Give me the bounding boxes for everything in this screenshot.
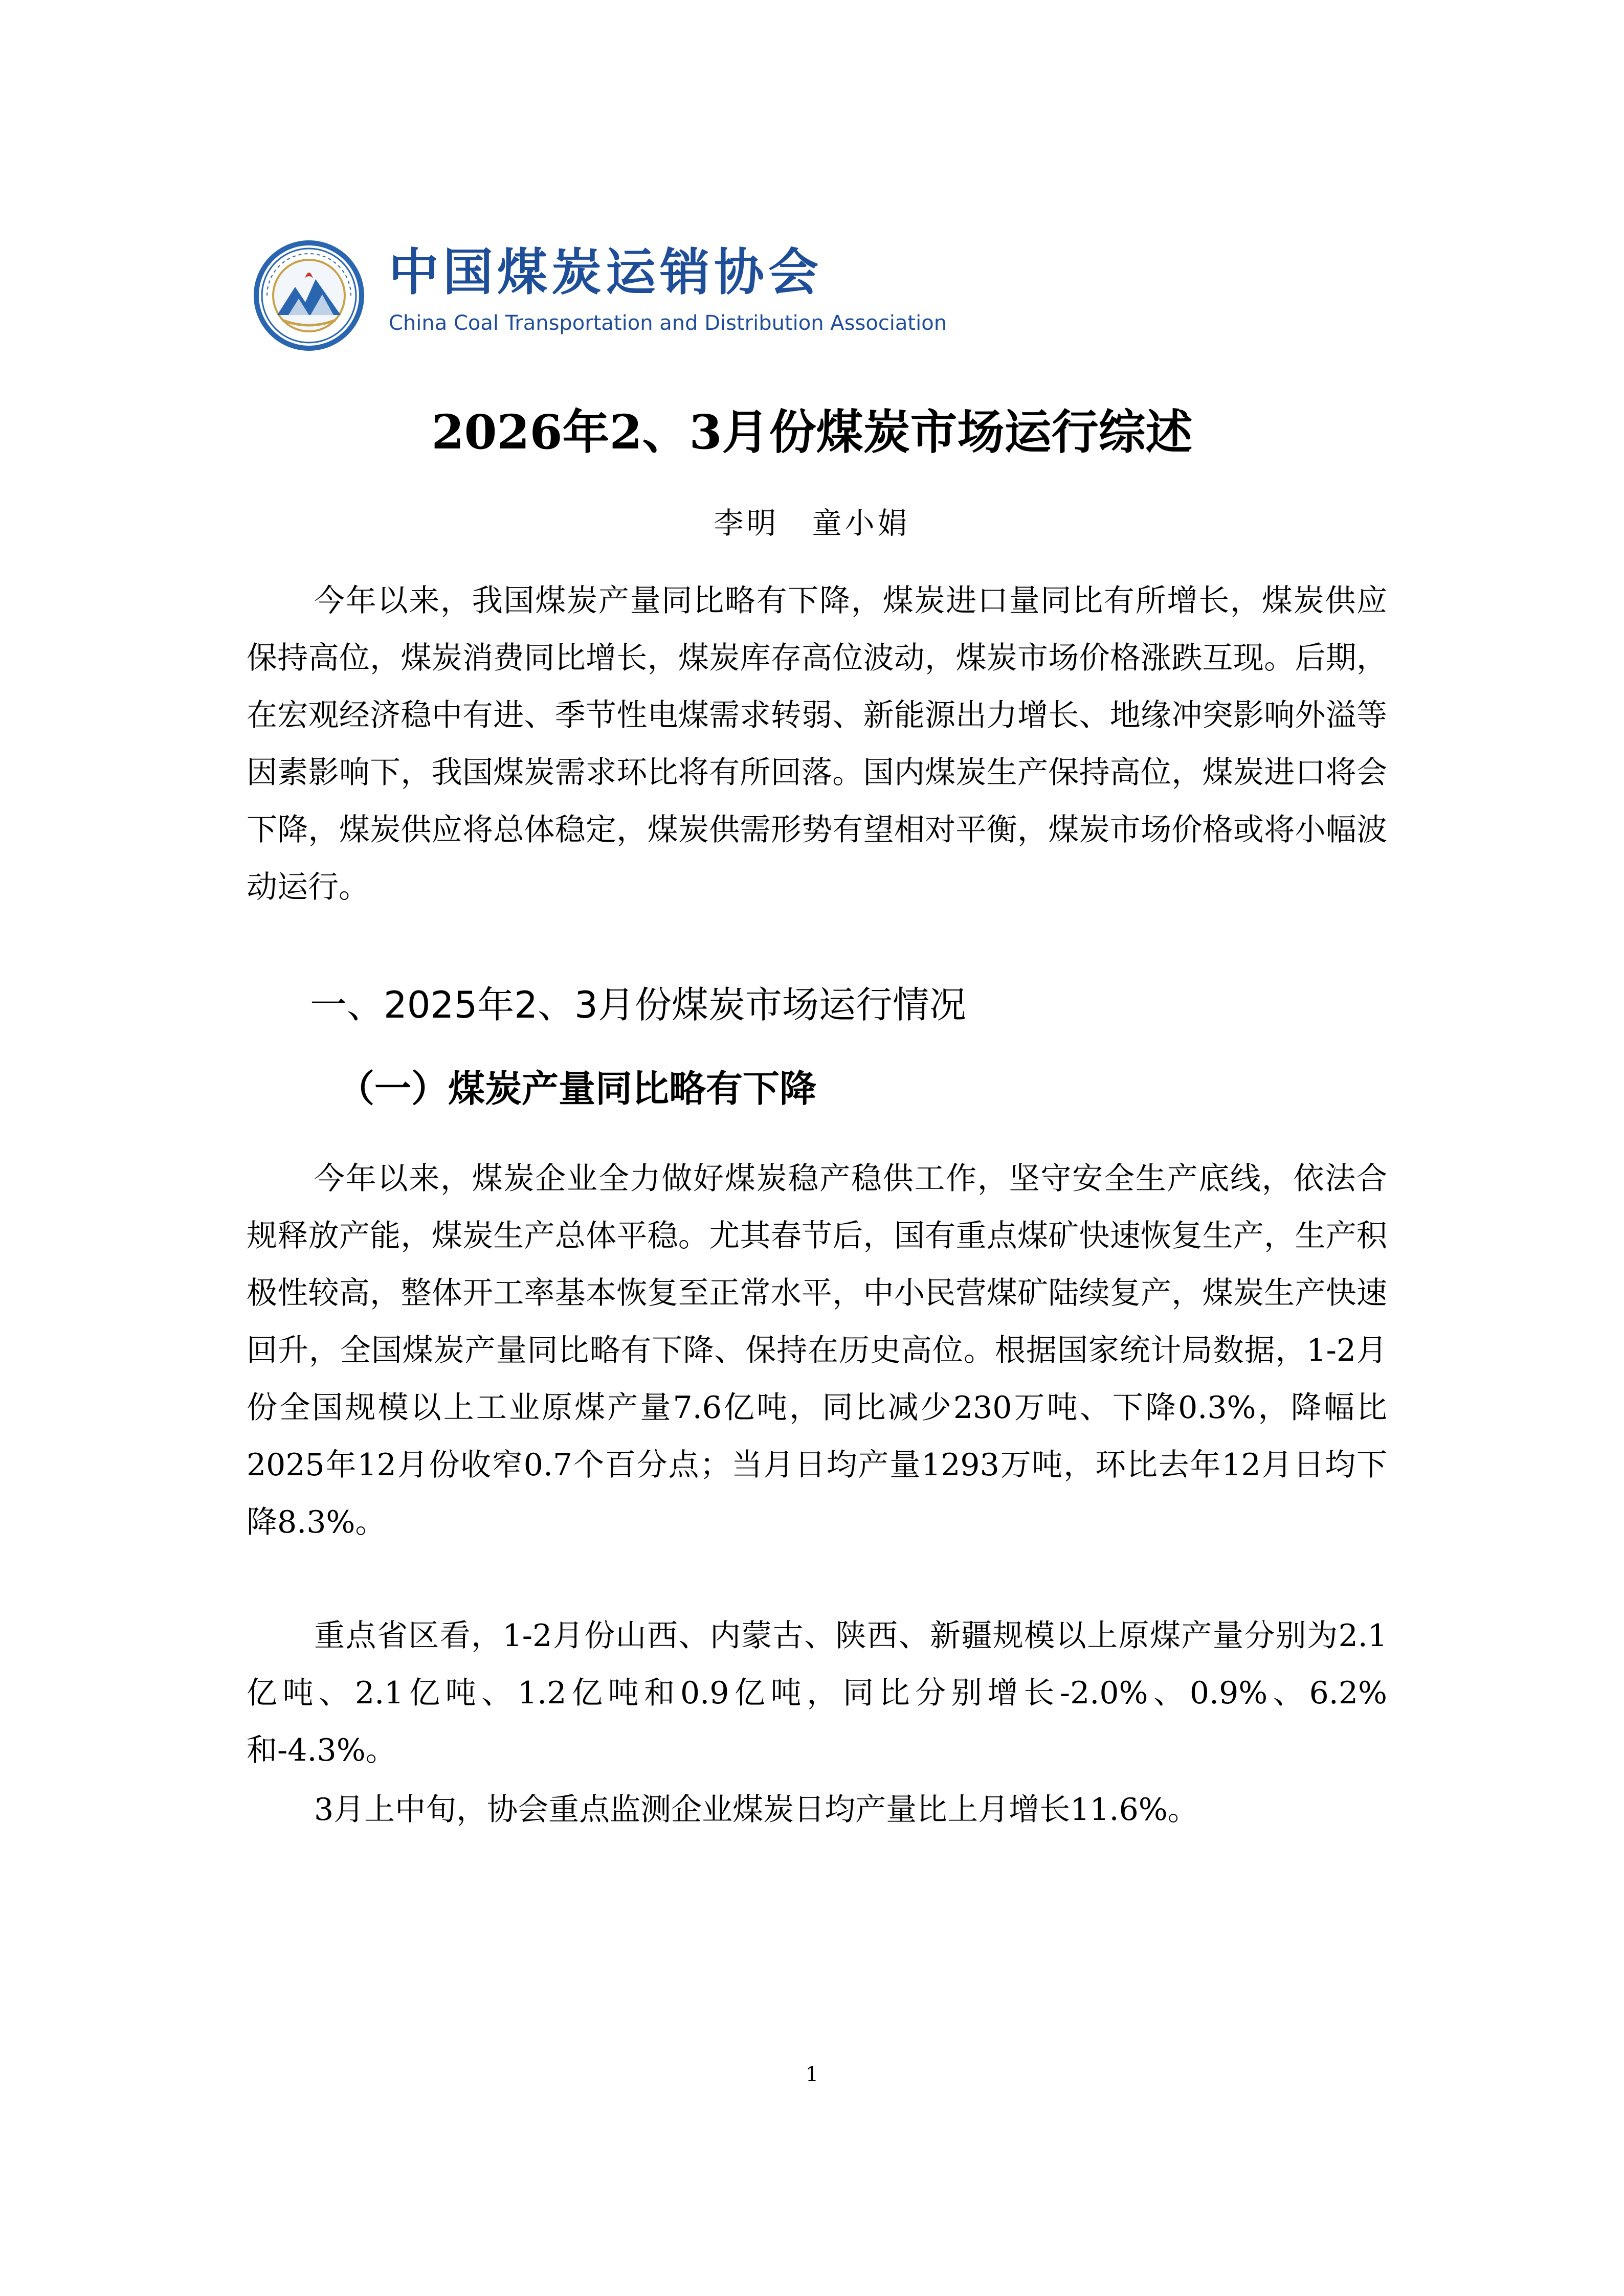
body-paragraph: 3月上中旬，协会重点监测企业煤炭日均产量比上月增长11.6%。 bbox=[314, 1792, 1198, 1828]
section-heading: 一、2025年2、3月份煤炭市场运行情况 bbox=[310, 983, 966, 1026]
association-logo bbox=[252, 238, 366, 353]
body-paragraph: 重点省区看，1-2月份山西、内蒙古、陕西、新疆规模以上原煤产量分别为2.1亿吨、2.1亿吨、1.2亿吨和0.9亿吨，同比分别增长-2.0%、0.9%、6.2%和-4.3%。 bbox=[247, 1618, 1387, 1768]
org-name-chinese: 中国煤炭运销协会 bbox=[389, 243, 823, 302]
page-number: 1 bbox=[805, 2063, 819, 2086]
authors-line: 李明 童小娟 bbox=[714, 506, 910, 541]
org-name-english: China Coal Transportation and Distribution Association bbox=[389, 311, 947, 335]
letterhead bbox=[252, 238, 968, 353]
intro-paragraph: 今年以来，我国煤炭产量同比略有下降，煤炭进口量同比有所增长，煤炭供应保持高位，煤炭消费同比增长，煤炭库存高位波动，煤炭市场价格涨跌互现。后期，在宏观经济稳中有进、季节性电煤需求转弱、新能源出力增长、地缘冲突影响外溢等因素影响下，我国煤炭需求环比将有所回落。国内煤炭生产保持高位，煤炭进口将会下降，煤炭供应将总体稳定，煤炭供需形势有望相对平衡，煤炭市场价格或将小幅波动运行。 bbox=[247, 583, 1387, 905]
document-title: 2026年2、3月份煤炭市场运行综述 bbox=[431, 404, 1193, 460]
subsection-heading: （一）煤炭产量同比略有下降 bbox=[338, 1067, 817, 1110]
body-paragraph: 今年以来，煤炭企业全力做好煤炭稳产稳供工作，坚守安全生产底线，依法合规释放产能，煤炭生产总体平稳。尤其春节后，国有重点煤矿快速恢复生产，生产积极性较高，整体开工率基本恢复至正常水平，中小民营煤矿陆续复产，煤炭生产快速回升，全国煤炭产量同比略有下降、保持在历史高位。根据国家统计局数据，1-2月份全国规模以上工业原煤产量7.6亿吨，同比减少230万吨、下降0.3%，降幅比2025年12月份收窄0.7个百分点；当月日均产量1293万吨，环比去年12月日均下降8.3%。 bbox=[247, 1161, 1387, 1540]
